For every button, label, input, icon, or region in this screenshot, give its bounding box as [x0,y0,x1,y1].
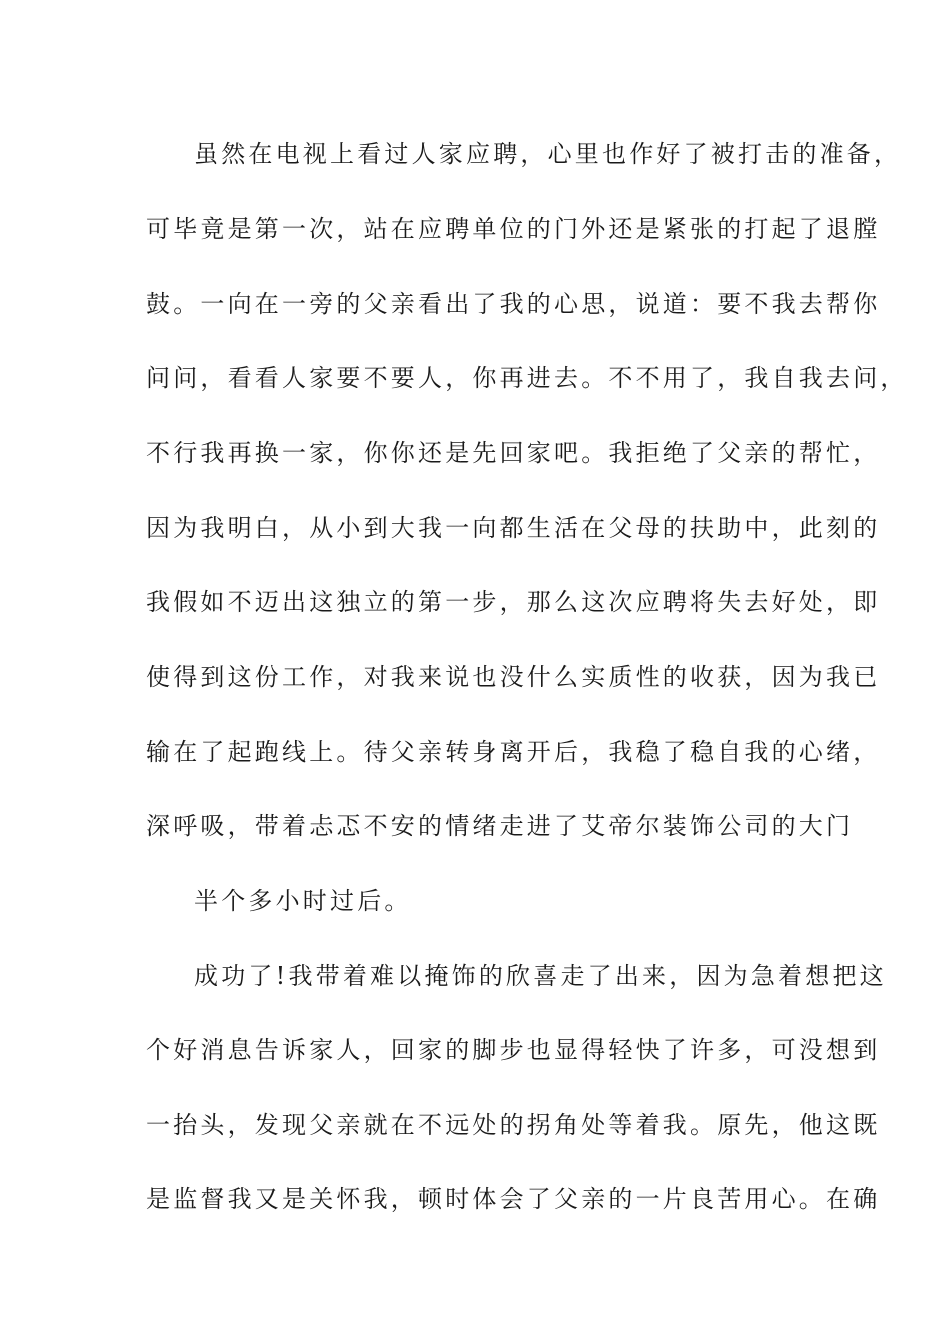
paragraph-line: 是监督我又是关怀我，顿时体会了父亲的一片良苦用心。在确 [146,1185,881,1213]
paragraph-line: 使得到这份工作，对我来说也没什么实质性的收获，因为我已 [146,663,881,691]
paragraph-line: 可毕竟是第一次，站在应聘单位的门外还是紧张的打起了退膛 [146,215,881,243]
paragraph-line: 因为我明白，从小到大我一向都生活在父母的扶助中，此刻的 [146,514,881,542]
paragraph-line: 一抬头，发现父亲就在不远处的拐角处等着我。原先，他这既 [146,1111,881,1139]
paragraph-line: 我假如不迈出这独立的第一步，那么这次应聘将失去好处，即 [146,588,881,616]
paragraph-line: 成功了!我带着难以掩饰的欣喜走了出来，因为急着想把这 [194,962,887,990]
paragraph-line: 半个多小时过后。 [194,887,412,915]
paragraph-line: 鼓。一向在一旁的父亲看出了我的心思，说道：要不我去帮你 [146,290,881,318]
paragraph-line: 不行我再换一家，你你还是先回家吧。我拒绝了父亲的帮忙， [146,439,881,467]
paragraph-line: 个好消息告诉家人，回家的脚步也显得轻快了许多，可没想到 [146,1036,881,1064]
paragraph-line: 深呼吸，带着忐忑不安的情绪走进了艾帝尔装饰公司的大门 [146,812,854,840]
paragraph-line: 问问，看看人家要不要人，你再进去。不不用了，我自我去问， [146,364,908,392]
paragraph-line: 输在了起跑线上。待父亲转身离开后，我稳了稳自我的心绪， [146,738,881,766]
paragraph-line: 虽然在电视上看过人家应聘，心里也作好了被打击的准备， [194,140,902,168]
